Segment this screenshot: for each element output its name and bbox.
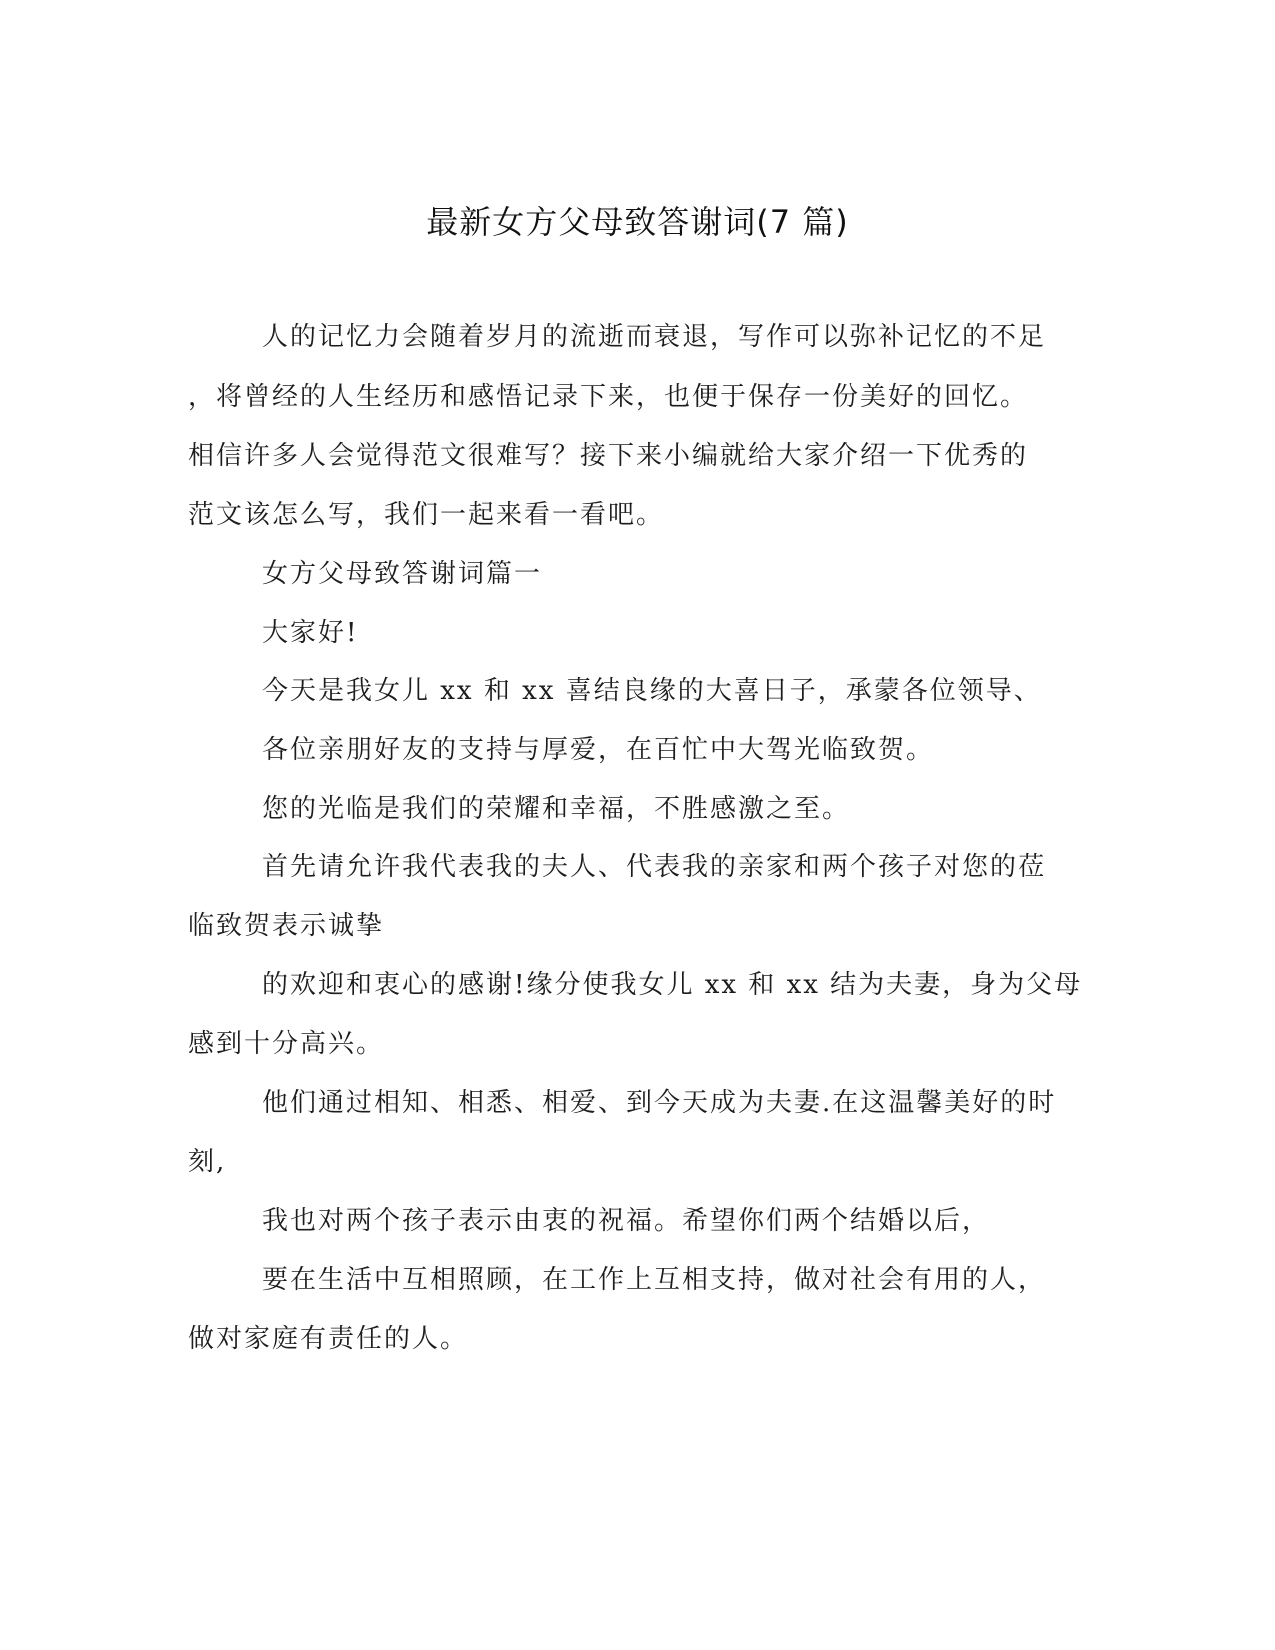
page-title: 最新女方父母致答谢词(7 篇) (426, 203, 849, 241)
paragraph-line: 相信许多人会觉得范文很难写？接下来小编就给大家介绍一下优秀的 (188, 441, 1029, 471)
paragraph-line: 他们通过相知、相悉、相爱、到今天成为夫妻.在这温馨美好的时 (262, 1088, 1057, 1118)
paragraph-line: 临致贺表示诚挚 (188, 911, 385, 941)
paragraph-line: 做对家庭有责任的人。 (188, 1324, 469, 1354)
section-heading: 女方父母致答谢词篇一 (262, 559, 543, 589)
paragraph-line: ，将曾经的人生经历和感悟记录下来，也便于保存一份美好的回忆。 (188, 382, 1029, 412)
paragraph-line: 感到十分高兴。 (188, 1029, 385, 1059)
paragraph-line: 首先请允许我代表我的夫人、代表我的亲家和两个孩子对您的莅 (262, 852, 1047, 882)
paragraph-line: 我也对两个孩子表示由衷的祝福。希望你们两个结婚以后， (262, 1206, 991, 1236)
paragraph-line: 各位亲朋好友的支持与厚爱，在百忙中大驾光临致贺。 (262, 735, 935, 765)
paragraph-line: 刻, (188, 1147, 227, 1177)
paragraph-line: 范文该怎么写，我们一起来看一看吧。 (188, 500, 665, 530)
paragraph-line: 人的记忆力会随着岁月的流逝而衰退，写作可以弥补记忆的不足 (262, 322, 1047, 352)
paragraph-line: 要在生活中互相照顾，在工作上互相支持，做对社会有用的人， (262, 1265, 1047, 1295)
paragraph-line: 今天是我女儿 xx 和 xx 喜结良缘的大喜日子，承蒙各位领导、 (262, 676, 1042, 706)
greeting-line: 大家好! (262, 618, 359, 648)
paragraph-line: 的欢迎和衷心的感谢!缘分使我女儿 xx 和 xx 结为夫妻，身为父母 (262, 970, 1083, 1000)
paragraph-line: 您的光临是我们的荣耀和幸福，不胜感激之至。 (262, 794, 851, 824)
